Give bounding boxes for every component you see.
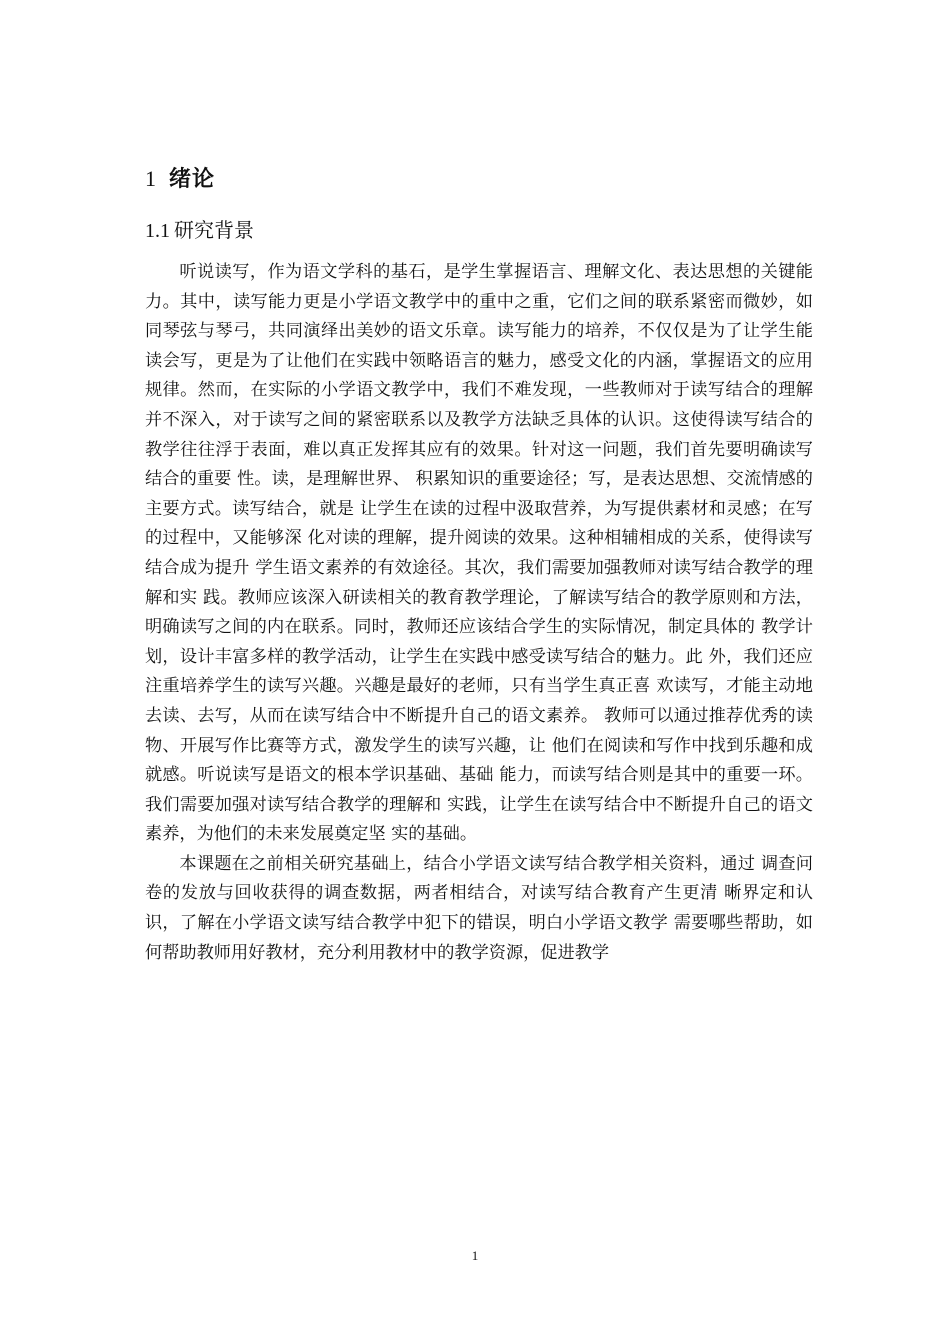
chapter-heading: [145, 162, 215, 193]
body-text: [145, 258, 813, 968]
section-heading: [145, 214, 254, 243]
chapter-title: 绪论: [169, 166, 216, 192]
section-title: 研究背景: [174, 218, 254, 242]
chapter-number: 1: [145, 166, 157, 191]
page-number: 1: [471, 1248, 479, 1263]
section-number: 1.1: [145, 220, 170, 242]
paragraph-background: 听说读写，作为语文学科的基石，是学生掌握语言、理解文化、表达思想的关键能力。其中，读写能力更是小学语文教学中的重中之重，它们之间的联系紧密而微妙，如同琴弦与琴弓，共同演绎出美妙的语文乐章。读写能力的培养，不仅仅是为了让学生能读会写，更是为了让他们在实践中领略语言的魅力，感受文化的内涵，掌握语文的应用规律。然而，在实际的小学语文教学中，我们不难发现，一些教师对于读写结合的理解并不深入，对于读写之间的紧密联系以及教学方法缺乏具体的认识。这使得读写结合的教学往往浮于表面，难以真正发挥其应有的效果。针对这一问题，我们首先要明确读写结合的重要 性。读，是理解世界、 积累知识的重要途径；写，是表达思想、交流情感的主要方式。读写结合，就是 让学生在读的过程中汲取营养，为写提供素材和灵感；在写的过程中，又能够深 化对读的理解，提升阅读的效果。这种相辅相成的关系，使得读写结合成为提升 学生语文素养的有效途径。其次，我们需要加强教师对读写结合教学的理解和实 践。教师应该深入研读相关的教育教学理论，了解读写结合的教学原则和方法， 明确读写之间的内在联系。同时，教师还应该结合学生的实际情况，制定具体的 教学计划，设计丰富多样的教学活动，让学生在实践中感受读写结合的魅力。此 外，我们还应注重培养学生的读写兴趣。兴趣是最好的老师，只有当学生真正喜 欢读写，才能主动地去读、去写，从而在读写结合中不断提升自己的语文素养。 教师可以通过推荐优秀的读物、开展写作比赛等方式，激发学生的读写兴趣，让 他们在阅读和写作中找到乐趣和成就感。听说读写是语文的根本学识基础、基础 能力，而读写结合则是其中的重要一环。我们需要加强对读写结合教学的理解和 实践，让学生在读写结合中不断提升自己的语文素养，为他们的未来发展奠定坚 实的基础。: [145, 262, 813, 845]
paragraph-research-basis: 本课题在之前相关研究基础上，结合小学语文读写结合教学相关资料，通过 调查问卷的发放与回收获得的调查数据，两者相结合，对读写结合教育产生更清 晰界定和认识，了解在小学语文读写结合教学中犯下的错误，明白小学语文教学 需要哪些帮助，如何帮助教师用好教材，充分利用教材中的教学资源，促进教学: [145, 853, 813, 963]
